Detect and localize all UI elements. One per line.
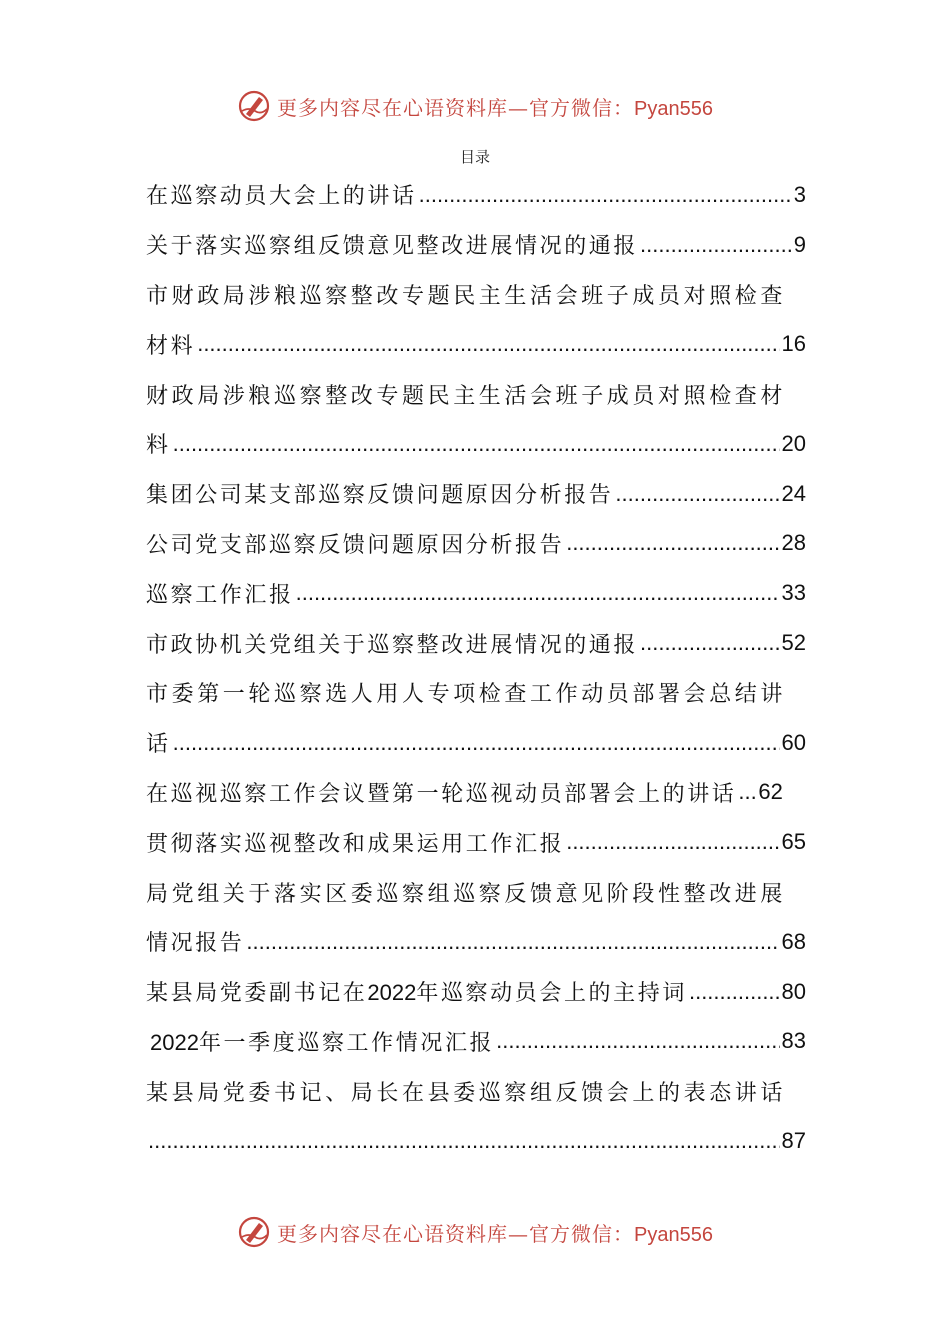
toc-entry[interactable]: 公司党支部巡察反馈问题原因分析报告 ..... 28	[146, 519, 806, 569]
toc-entry[interactable]: 关于落实巡察组反馈意见整改进展情况的通报 ..... 9	[146, 220, 806, 270]
toc-entry[interactable]: 2022年一季度巡察工作情况汇报 ..... 83	[146, 1017, 806, 1067]
toc-entry-line2[interactable]: ..... 87	[146, 1116, 806, 1166]
toc-entry-line1[interactable]: 市财政局涉粮巡察整改专题民主生活会班子成员对照检查	[146, 283, 787, 309]
banner-text: 更多内容尽在心语资料库—官方微信：Pyan556	[277, 1221, 713, 1246]
toc-entry-line1[interactable]: 财政局涉粮巡察整改专题民主生活会班子成员对照检查材	[146, 383, 787, 409]
toc-entry-line2[interactable]: 材料 ..... 16	[146, 319, 806, 369]
table-of-contents	[146, 170, 806, 1166]
footer-banner	[0, 1212, 950, 1252]
toc-entry-line1[interactable]: 某县局党委书记、局长在县委巡察组反馈会上的表态讲话	[146, 1080, 787, 1106]
toc-entry[interactable]: 市政协机关党组关于巡察整改进展情况的通报 ..... 52	[146, 618, 806, 668]
toc-entry[interactable]: 贯彻落实巡视整改和成果运用工作汇报 ..... 65	[146, 817, 806, 867]
toc-entry[interactable]: 巡察工作汇报 ..... 33	[146, 568, 806, 618]
toc-entry-line2[interactable]: 情况报告 ..... 68	[146, 917, 806, 967]
header-banner	[0, 86, 950, 126]
toc-entry[interactable]: 集团公司某支部巡察反馈问题原因分析报告 ..... 24	[146, 469, 806, 519]
banner-text: 更多内容尽在心语资料库—官方微信：Pyan556	[277, 95, 713, 120]
toc-title: 目录	[459, 148, 490, 166]
pen-logo-icon	[237, 89, 271, 123]
toc-entry-line2[interactable]: 话 ..... 60	[146, 718, 806, 768]
toc-entry-line2[interactable]: 料 ..... 20	[146, 419, 806, 469]
toc-entry[interactable]: 在巡视巡察工作会议暨第一轮巡视动员部署会上的讲话 ..... 62	[146, 768, 806, 818]
toc-entry[interactable]: 在巡察动员大会上的讲话 ..... 3	[146, 170, 806, 220]
toc-entry-line1[interactable]: 局党组关于落实区委巡察组巡察反馈意见阶段性整改进展	[146, 881, 787, 907]
toc-entry-line1[interactable]: 市委第一轮巡察选人用人专项检查工作动员部署会总结讲	[146, 682, 787, 708]
toc-entry[interactable]: 某县局党委副书记在2022年巡察动员会上的主持词 ..... 80	[146, 967, 806, 1017]
pen-logo-icon	[237, 1215, 271, 1249]
